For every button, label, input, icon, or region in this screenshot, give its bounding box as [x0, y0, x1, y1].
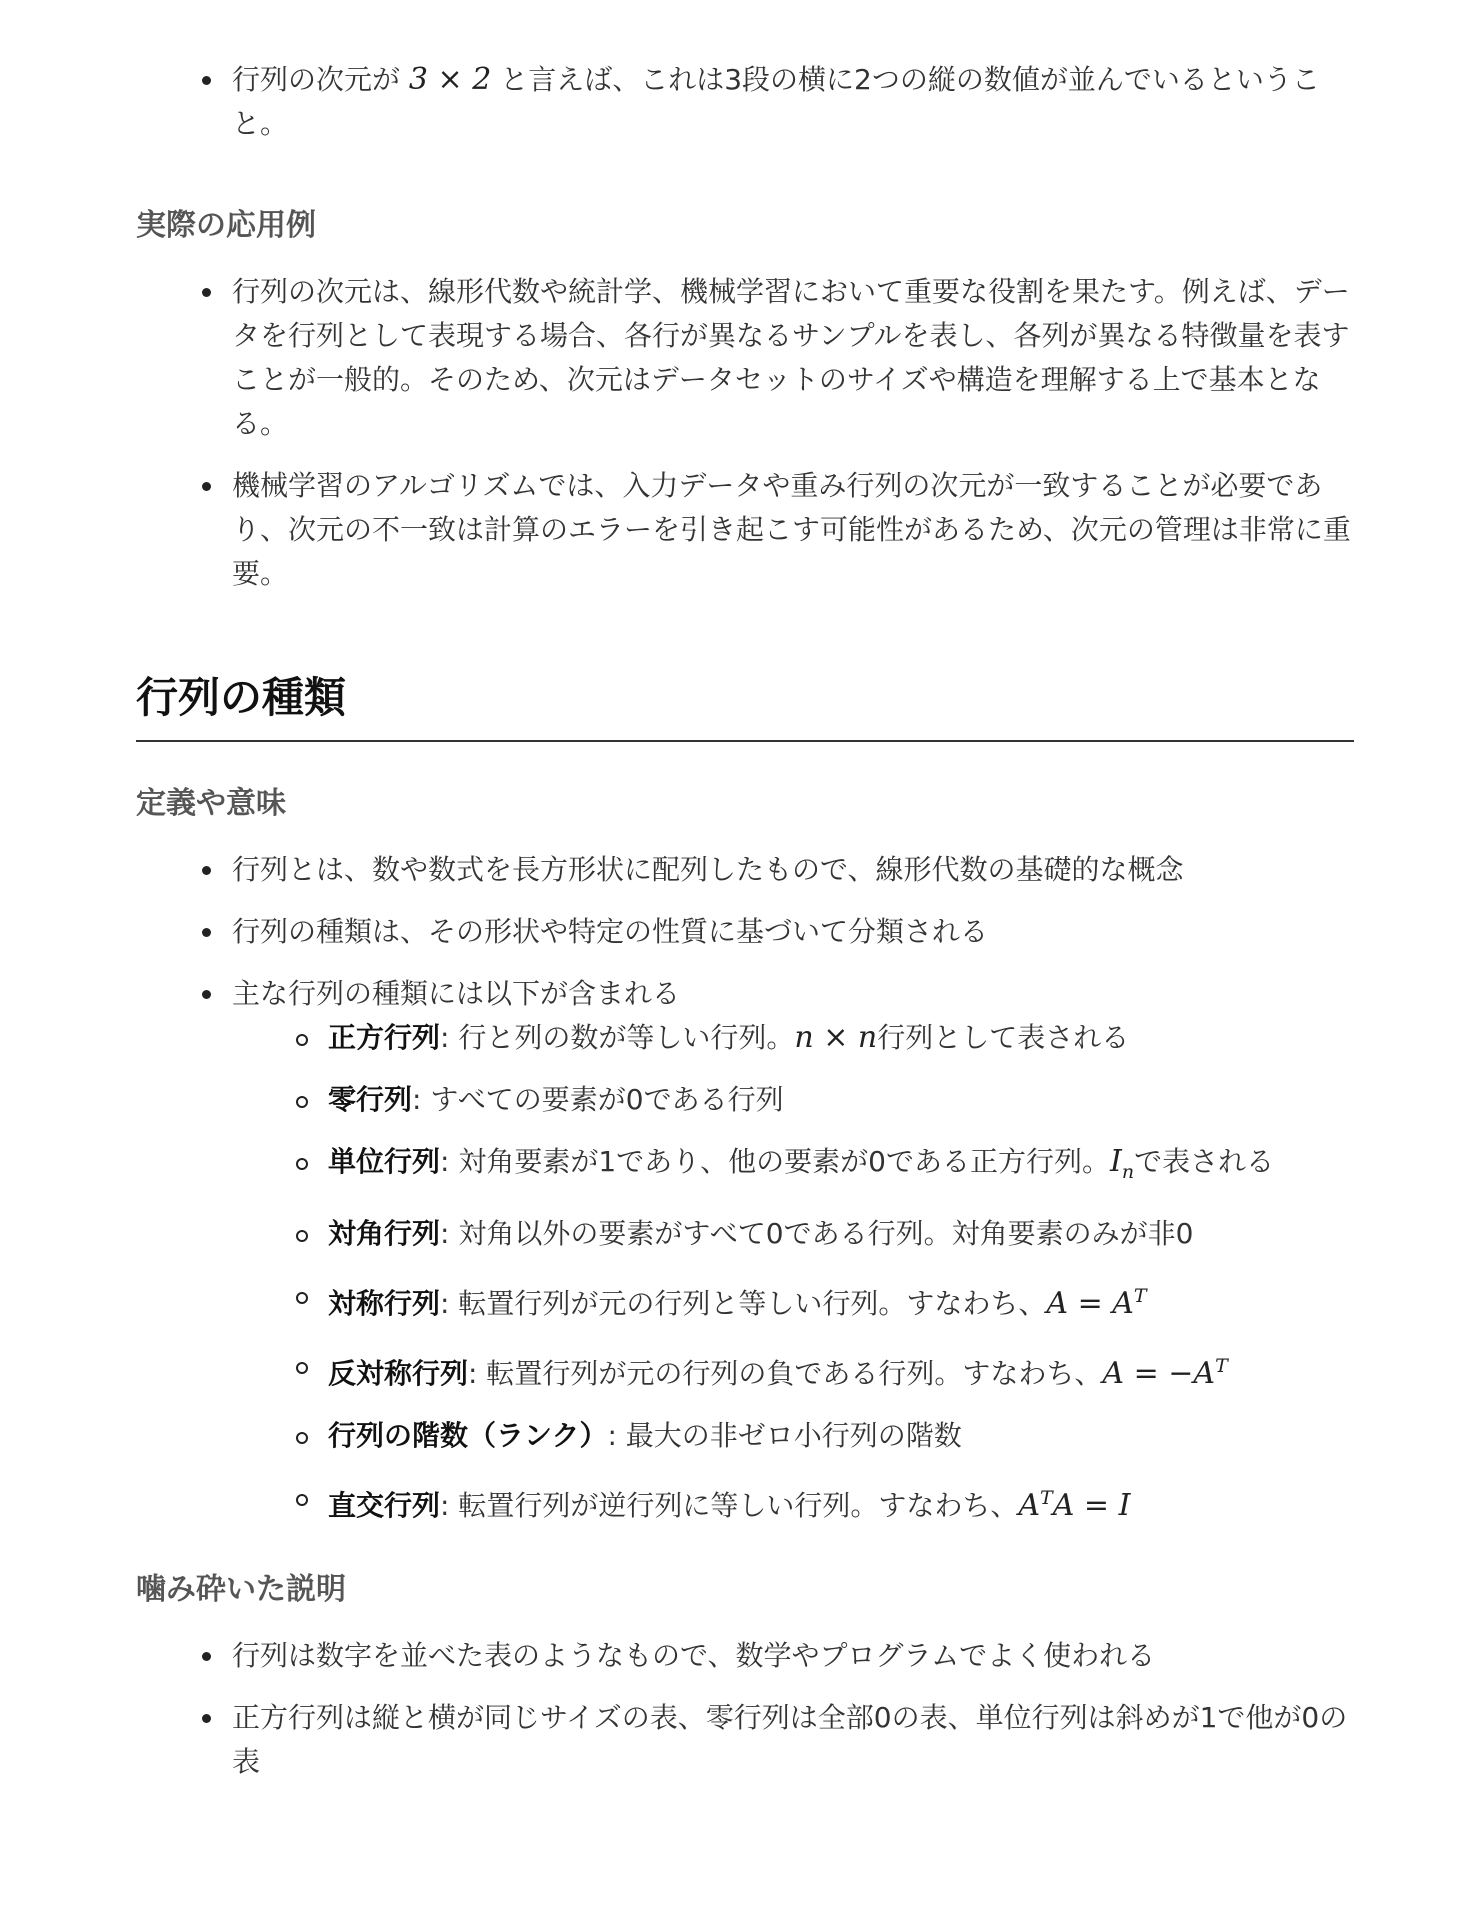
sublist-item-identity-matrix	[136, 1140, 1354, 1194]
list-item	[136, 972, 1354, 1528]
term: 反対称行列	[328, 1357, 469, 1390]
sublist-item-diagonal-matrix	[136, 1212, 1354, 1256]
term: 行列の階数（ランク）	[328, 1419, 608, 1452]
math-var: n	[794, 1020, 814, 1055]
section-heading-explanation: 噛み砕いた説明	[136, 1572, 346, 1607]
application-list	[136, 270, 1354, 596]
list-item: 機械学習のアルゴリズムでは、入力データや重み行列の次元が一致することが必要であり、次元の不一致は計算のエラーを引き起こす可能性があるため、次元の管理は非常に重要。	[136, 464, 1354, 596]
sublist-item-antisymmetric-matrix	[136, 1344, 1354, 1396]
math-expression	[1018, 1488, 1130, 1523]
sublist-item-orthogonal-matrix	[136, 1476, 1354, 1528]
math-var: A	[1018, 1488, 1041, 1523]
list-item-text: 主な行列の種類には以下が含まれる	[232, 977, 681, 1010]
list-item-text: 行列の次元が	[232, 63, 409, 96]
description: : 対角要素が1であり、他の要素が0である正方行列。	[440, 1145, 1110, 1178]
description: : 転置行列が逆行列に等しい行列。すなわち、	[440, 1489, 1019, 1522]
term: 正方行列	[328, 1021, 441, 1054]
explanation-list	[136, 1634, 1354, 1784]
math-superscript: T	[1040, 1487, 1053, 1509]
list-item: 行列の種類は、その形状や特定の性質に基づいて分類される	[136, 910, 1354, 954]
term: 単位行列	[328, 1145, 441, 1178]
term: 零行列	[328, 1083, 413, 1116]
list-item: 正方行列は縦と横が同じサイズの表、零行列は全部0の表、単位行列は斜めが1で他が0の表	[136, 1696, 1354, 1784]
section-heading-definition: 定義や意味	[136, 786, 286, 821]
math-operator: ×	[813, 1020, 858, 1055]
sublist-item-zero-matrix	[136, 1078, 1354, 1122]
term: 対角行列	[328, 1217, 441, 1250]
section-heading-application: 実際の応用例	[136, 208, 316, 243]
description: : すべての要素が0である行列	[412, 1083, 784, 1116]
section-title-matrix-types: 行列の種類	[136, 670, 1354, 742]
math-expression	[794, 1020, 877, 1055]
math-var: A	[1102, 1356, 1125, 1391]
sublist-item-square-matrix	[136, 1016, 1354, 1060]
math-expression: 3 × 2	[408, 62, 492, 97]
math-expression	[1046, 1286, 1146, 1321]
definition-list	[136, 848, 1354, 1528]
sublist-item-rank	[136, 1414, 1354, 1458]
description-tail: 行列として表される	[877, 1021, 1130, 1054]
list-item: 行列とは、数や数式を長方形状に配列したもので、線形代数の基礎的な概念	[136, 848, 1354, 892]
math-var: A	[1193, 1356, 1216, 1391]
list-item	[136, 58, 1354, 146]
math-operator: = −	[1124, 1356, 1194, 1391]
description: : 最大の非ゼロ小行列の階数	[607, 1419, 962, 1452]
math-expression	[1109, 1144, 1135, 1183]
math-var: I	[1118, 1488, 1131, 1523]
sublist-item-symmetric-matrix	[136, 1274, 1354, 1326]
matrix-types-sublist	[136, 1016, 1354, 1528]
list-item: 行列は数字を並べた表のようなもので、数学やプログラムでよく使われる	[136, 1634, 1354, 1678]
list-item: 行列の次元は、線形代数や統計学、機械学習において重要な役割を果たす。例えば、データを行列として表現する場合、各行が異なるサンプルを表し、各列が異なる特徴量を表すことが一般的。そのため、次元はデータセットのサイズや構造を理解する上で基本となる。	[136, 270, 1354, 446]
math-superscript: T	[1133, 1285, 1147, 1307]
math-operator: =	[1068, 1286, 1113, 1321]
math-subscript: n	[1121, 1161, 1135, 1183]
term: 直交行列	[328, 1489, 441, 1522]
term: 対称行列	[328, 1287, 441, 1320]
description: : 行と列の数が等しい行列。	[440, 1021, 795, 1054]
math-operator: =	[1074, 1488, 1119, 1523]
description: : 対角以外の要素がすべて0である行列。対角要素のみが非0	[440, 1217, 1194, 1250]
math-superscript: T	[1215, 1355, 1228, 1377]
list-item-text: と言えば、これは3段の横に2つの縦の数値が並んでいるということ。	[232, 63, 1320, 140]
math-var: n	[857, 1020, 878, 1055]
description: : 転置行列が元の行列の負である行列。すなわち、	[468, 1357, 1103, 1390]
intro-list	[136, 58, 1354, 146]
math-expression	[1102, 1356, 1227, 1391]
math-var: A	[1052, 1488, 1075, 1523]
description-tail: で表される	[1134, 1145, 1275, 1178]
description: : 転置行列が元の行列と等しい行列。すなわち、	[440, 1287, 1047, 1320]
math-var: I	[1109, 1144, 1122, 1179]
math-var: A	[1046, 1286, 1069, 1321]
math-var: A	[1112, 1286, 1134, 1321]
